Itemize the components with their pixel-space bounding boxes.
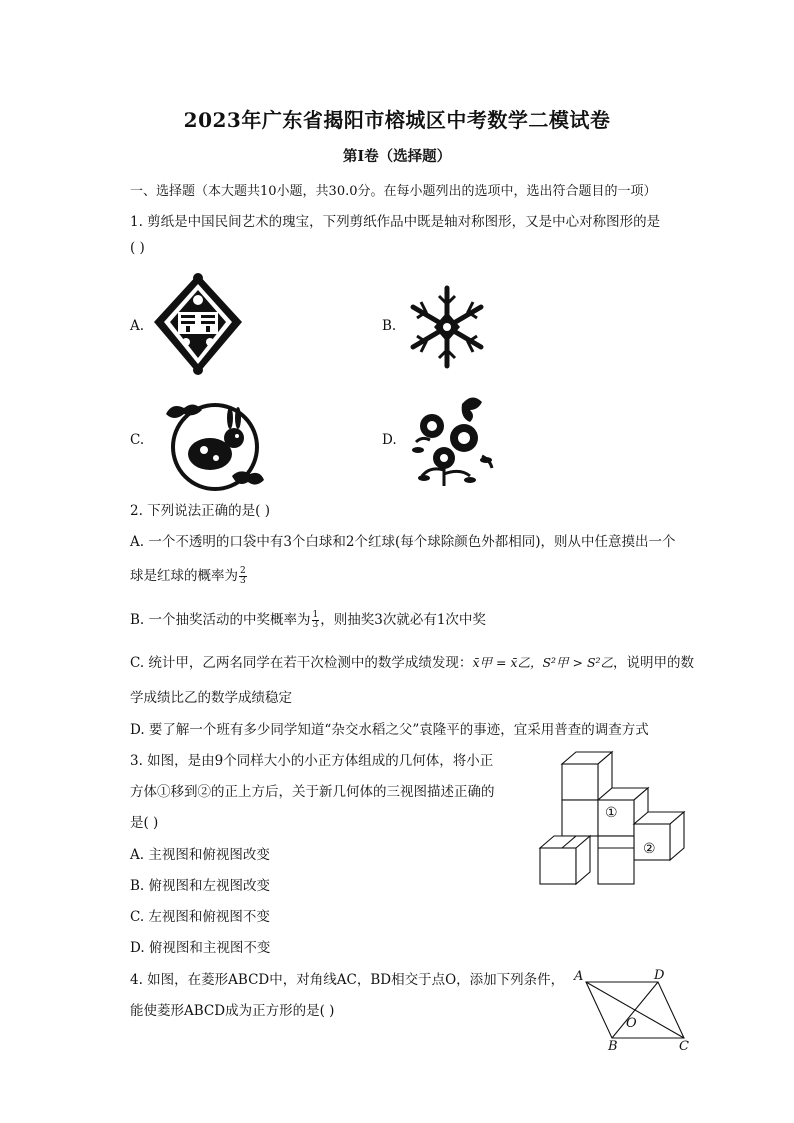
q2-option-a-fraction-numerator: 2	[240, 566, 246, 576]
q2-option-a-fraction-denominator: 3	[240, 576, 246, 586]
papercut-flowers-image	[404, 390, 500, 490]
q2-option-a-fraction	[239, 567, 247, 586]
q2-option-b-text-pre: B. 一个抽奖活动的中奖概率为	[130, 612, 311, 628]
q2-option-b-text-post: ，则抽奖3次就必有1次中奖	[320, 612, 486, 628]
q3-option-d: D. 俯视图和主视图不变	[130, 940, 271, 956]
q2-option-c-text-post: ，说明甲的数	[613, 655, 695, 671]
q2-stem: 2. 下列说法正确的是( )	[130, 503, 270, 519]
q4-point-c-label: C	[679, 1039, 689, 1054]
q4-rhombus-figure	[574, 966, 694, 1056]
q1-option-d-label: D.	[382, 432, 397, 448]
q1-stem-line2: ( )	[130, 240, 145, 256]
papercut-snowflake-image	[402, 282, 492, 372]
q2-option-a-line1: A. 一个不透明的口袋中有3个白球和2个红球(每个球除颜色外都相同)，则从中任意摸出一个	[130, 534, 676, 550]
q3-option-c: C. 左视图和俯视图不变	[130, 909, 270, 925]
q2-option-c-line2: 学成绩比乙的数学成绩稳定	[130, 690, 292, 706]
q3-option-b: B. 俯视图和左视图改变	[130, 878, 271, 894]
q1-option-c-label: C.	[130, 432, 145, 448]
q4-point-a-label: A	[574, 969, 584, 984]
section-instructions: 一、选择题（本大题共10小题，共30.0分。在每小题列出的选项中，选出符合题目的一项）	[130, 184, 657, 199]
q2-option-b-fraction	[312, 611, 320, 630]
q2-option-b-fraction-denominator: 3	[312, 620, 319, 630]
q4-point-d-label: D	[654, 968, 665, 983]
q1-option-b-label: B.	[382, 318, 397, 334]
q4-stem-line1: 4. 如图，在菱形ABCD中，对角线AC，BD相交于点O，添加下列条件，	[130, 972, 565, 988]
q2-option-d: D. 要了解一个班有多少同学知道“杂交水稻之父”袁隆平的事迹，宜采用普查的调查方式	[130, 722, 649, 738]
q2-option-b-fraction-numerator: 1	[312, 610, 319, 620]
q4-point-b-label: B	[608, 1039, 618, 1054]
q2-option-a-line2-text: 球是红球的概率为	[130, 568, 238, 584]
q2-option-c-math: x̄甲 = x̄乙，S²甲 > S²乙	[472, 655, 614, 670]
q1-option-a-label: A.	[130, 318, 145, 334]
q3-cube-label-2: ②	[643, 841, 656, 857]
papercut-double-happiness-image	[150, 270, 246, 380]
q3-stem-line3: 是( )	[130, 815, 159, 831]
section-subtitle: 第I卷（选择题）	[342, 148, 452, 165]
q2-option-a-line2	[130, 564, 248, 586]
q3-option-a: A. 主视图和俯视图改变	[130, 847, 270, 863]
q2-option-c-text-pre: C. 统计甲，乙两名同学在若干次检测中的数学成绩发现：	[130, 655, 473, 671]
q3-cube-figure	[536, 748, 696, 890]
page-title: 2023年广东省揭阳市榕城区中考数学二模试卷	[183, 108, 611, 132]
q1-stem-line1: 1. 剪纸是中国民间艺术的瑰宝，下列剪纸作品中既是轴对称图形，又是中心对称图形的是	[130, 214, 661, 230]
q3-stem-line1: 3. 如图，是由9个同样大小的小正方体组成的几何体，将小正	[130, 753, 494, 769]
q3-cube-label-1: ①	[605, 805, 618, 821]
q3-stem-line2: 方体①移到②的正上方后，关于新几何体的三视图描述正确的	[130, 784, 495, 800]
q4-point-o-label: O	[626, 1016, 637, 1031]
papercut-rabbit-image	[160, 392, 270, 492]
q2-option-b	[130, 608, 486, 630]
q2-option-c-line1	[130, 651, 694, 671]
q4-stem-line2: 能使菱形ABCD成为正方形的是( )	[130, 1003, 335, 1019]
